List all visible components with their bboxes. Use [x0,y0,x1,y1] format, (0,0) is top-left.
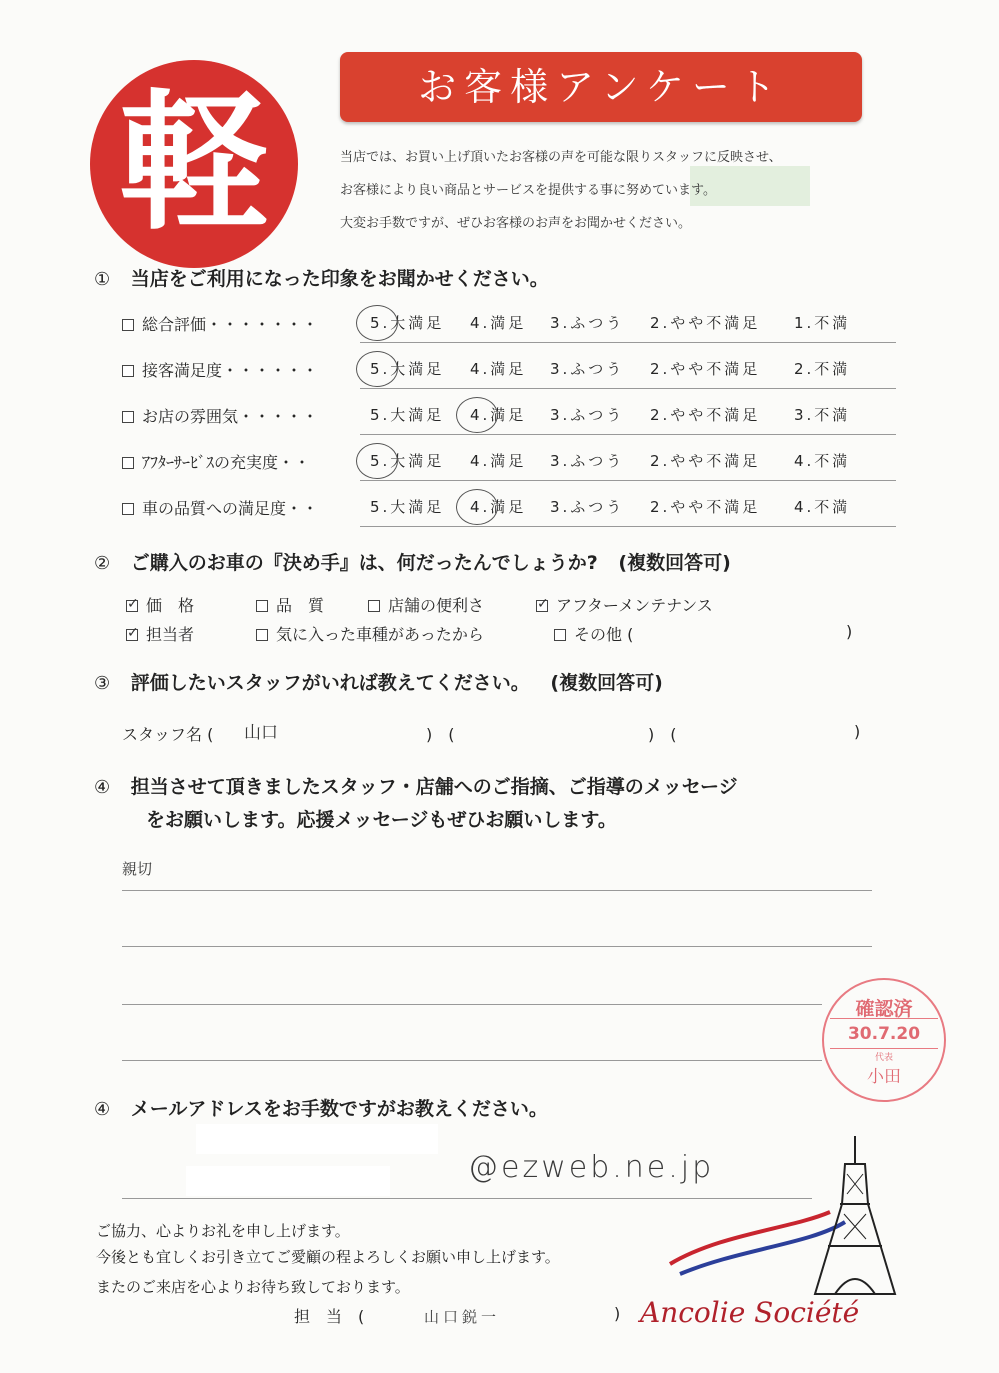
row-checkbox[interactable] [122,503,134,515]
rating-option[interactable]: 4.満足 [470,314,527,332]
row-rule [360,480,896,481]
option-label: アフターメンテナンス [556,596,713,615]
footer-line-3: またのご来店を心よりお待ち致しております。 [96,1278,410,1296]
q1-heading [94,264,549,291]
rating-option[interactable]: 4.満足 [470,498,527,516]
selection-circle [356,443,398,479]
row-rule [360,388,896,389]
selection-circle [456,397,498,433]
rating-row-label [122,312,318,335]
email-domain[interactable]: @ezweb.ne.jp [468,1150,715,1185]
rating-option[interactable]: 3.ふつう [550,314,625,332]
q5-number: ④ [94,1099,111,1120]
tantou-close: ) [614,1304,621,1323]
tantou-name: 山口鋭一 [424,1308,501,1326]
q4-line2: をお願いします。応援メッセージもぜひお願いします。 [146,809,617,831]
rating-row-label [122,404,318,427]
tantou-label: 担 当 ( [294,1307,365,1326]
email-redaction [186,1166,390,1196]
q2-option-staff[interactable] [126,622,194,645]
stamp-role: 代表 [874,1053,893,1063]
checkbox-other[interactable] [554,629,566,641]
rating-option[interactable]: 3.不満 [794,406,851,424]
rating-option[interactable]: 2.やや不満足 [650,314,761,332]
stamp-date: 30.7.20 [847,1024,921,1044]
message-line [122,1004,822,1005]
rating-option[interactable]: 5.大満足 [370,498,445,516]
rating-option[interactable]: 4.不満 [794,498,851,516]
option-label: 品 質 [276,596,325,615]
checkbox-staff[interactable] [126,629,138,641]
rating-option[interactable]: 2.やや不満足 [650,406,761,424]
footer-line-2: 今後とも宜しくお引き立てご愛顧の程よろしくお願い申し上げます。 [96,1248,560,1266]
checkbox-store[interactable] [368,600,380,612]
selection-circle [456,489,498,525]
footer-line-1: ご協力、心よりお礼を申し上げます。 [96,1222,350,1240]
rating-row-label [122,496,318,519]
message-answer[interactable]: 親切 [122,860,153,878]
message-line [122,890,872,891]
rating-option[interactable]: 2.不満 [794,360,851,378]
q2-option-other[interactable] [554,622,633,645]
q3-number: ③ [94,673,111,694]
row-checkbox[interactable] [122,365,134,377]
intro-line-2: お客様により良い商品とサービスを提供する事に努めています。 [340,183,716,198]
page-title: お客様アンケート [340,52,862,122]
checkbox-quality[interactable] [256,600,268,612]
q2-option-store[interactable] [368,593,484,616]
staff-paren-1: ) ( [426,725,455,744]
message-line [122,1060,822,1061]
rating-option[interactable]: 2.やや不満足 [650,452,761,470]
rating-option[interactable]: 2.やや不満足 [650,360,761,378]
q1-text: 当店をご利用になった印象をお聞かせください。 [130,268,549,290]
q4-line1: 担当させて頂きましたスタッフ・店舗へのご指摘、ご指導のメッセージ [130,776,738,798]
email-redaction [196,1124,438,1154]
stamp-top: 確認済 [855,998,913,1020]
rating-option[interactable]: 5.大満足 [370,360,445,378]
logo-character: 軽 [118,77,269,251]
rating-row-label [122,358,318,381]
option-label: その他 ( [574,625,634,644]
row-label-text: お店の雰囲気・・・・・ [142,407,319,426]
stamp-divider [830,1018,938,1019]
q3-note: (複数回答可) [550,672,663,694]
row-label-text: 接客満足度・・・・・・ [142,361,319,380]
rating-option[interactable]: 1.不満 [794,314,851,332]
q2-heading [94,548,731,575]
row-checkbox[interactable] [122,319,134,331]
row-rule [360,342,896,343]
confirmation-stamp [822,978,946,1102]
rating-option[interactable]: 4.満足 [470,406,527,424]
brand-logo [90,60,298,268]
selection-circle [356,351,398,387]
rating-option[interactable]: 2.やや不満足 [650,498,761,516]
rating-option[interactable]: 4.満足 [470,360,527,378]
staff-name-value[interactable]: 山口 [244,723,278,743]
q2-option-after[interactable] [536,593,713,616]
rating-option[interactable]: 4.不満 [794,452,851,470]
staff-label: スタッフ名 ( [122,725,214,744]
q2-number: ② [94,553,111,574]
other-close-paren: ) [846,622,853,641]
q2-option-model[interactable] [256,622,484,645]
checkbox-after[interactable] [536,600,548,612]
intro-line-1: 当店では、お買い上げ頂いたお客様の声を可能な限りスタッフに反映させ、 [340,150,782,165]
selection-circle [356,305,398,341]
q2-note: (複数回答可) [618,552,731,574]
message-line [122,946,872,947]
checkbox-model[interactable] [256,629,268,641]
rating-option[interactable]: 3.ふつう [550,498,625,516]
q4-heading [94,772,738,799]
rating-option[interactable]: 3.ふつう [550,452,625,470]
row-label-text: ｱﾌﾀｰｻｰﾋﾞｽの充実度・・ [142,453,311,472]
intro-line-3: 大変お手数ですが、ぜひお客様のお声をお聞かせください。 [340,216,692,231]
q2-text: ご購入のお車の『決め手』は、何だったんでしょうか? [130,552,598,574]
rating-option[interactable]: 5.大満足 [370,314,445,332]
rating-option[interactable]: 3.ふつう [550,360,625,378]
q2-option-price[interactable] [126,593,194,616]
row-label-text: 車の品質への満足度・・ [142,499,319,518]
row-rule [360,434,896,435]
stamp-name: 小田 [867,1067,901,1087]
q5-text: メールアドレスをお手数ですがお教えください。 [130,1098,548,1120]
staff-paren-3: ) [854,722,861,741]
staff-paren-2: ) ( [648,725,677,744]
rating-row-label [122,450,310,473]
row-rule [360,526,896,527]
row-checkbox[interactable] [122,411,134,423]
checkbox-price[interactable] [126,600,138,612]
option-label: 担当者 [146,625,195,644]
q4-number: ④ [94,777,111,798]
q2-option-quality[interactable] [256,593,324,616]
rating-option[interactable]: 3.ふつう [550,406,625,424]
q1-number: ① [94,269,111,290]
rating-option[interactable]: 4.満足 [470,452,527,470]
q3-heading [94,668,663,695]
rating-option[interactable]: 5.大満足 [370,452,445,470]
row-checkbox[interactable] [122,457,134,469]
option-label: 気に入った車種があったから [276,625,484,644]
option-label: 価 格 [146,596,195,615]
q3-text: 評価したいスタッフがいれば教えてください。 [130,672,530,694]
stamp-divider [830,1048,938,1049]
rating-option[interactable]: 5.大満足 [370,406,445,424]
row-label-text: 総合評価・・・・・・・ [142,315,319,334]
brand-name: Ancolie Société [640,1296,860,1329]
option-label: 店舗の便利さ [388,596,485,615]
q5-heading [94,1094,548,1121]
